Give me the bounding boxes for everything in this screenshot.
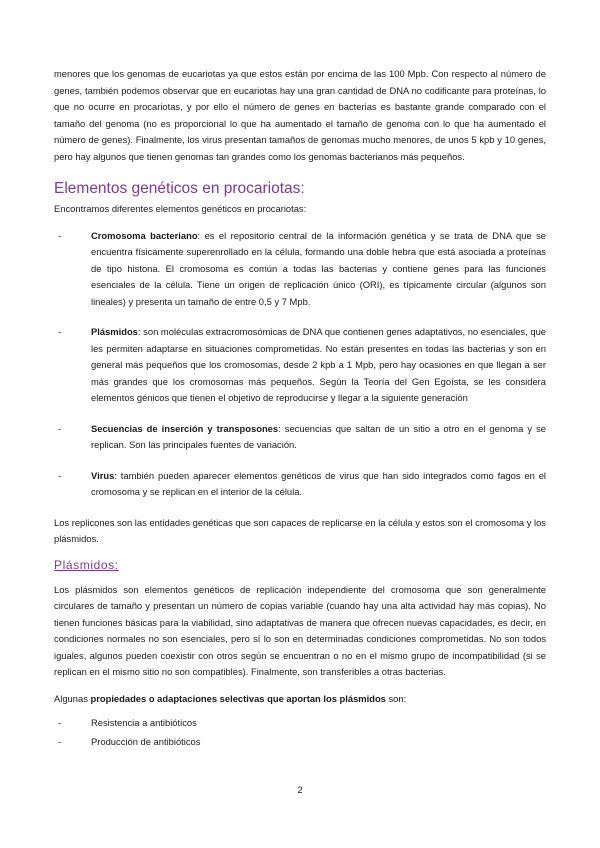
definition-chromosome: : es el repositorio central de la información genética y se trata de DNA que se encuentra físicamente superenrollado en la célula, formando una doble hebra que está asociada a proteínas de tipo histona. El cromosoma es común a todas las bacterias y contiene genes para las funciones esenciales de la célula. Tiene un origen de replicación único (ORI), es típicamente circular (algunos son lineales) y presenta un tamaño de entre 0,5 y 7 Mpb.	[91, 229, 546, 307]
definition-transposons: : secuencias que saltan de un sitio a otro en el genoma y se replican. Son las principales fuentes de variación.	[91, 422, 546, 450]
list-item	[54, 715, 546, 732]
plasmids-paragraph: Los plásmidos son elementos genéticos de replicación independiente del cromosoma que son generalmente circulares de tamaño y presentan un número de copias variable (cuando hay una alta actividad hay más copias). No tienen funciones básicas para la viabilidad, sino adaptativas de manera que ofrecen nuevas capacidades, es decir, en condiciones normales no son esenciales, pero sí lo son en determinadas condiciones comprometidas. No son todos iguales, algunos pueden coexistir con otros según se encuentran o no en el mismo grupo de incompatibilidad (si se replican en el mismo sitio no son compatibles). Finalmente, son transferibles a otras bacterias.	[54, 583, 546, 677]
properties-intro-bold: propiedades o adaptaciones selectivas que aportan los plásmidos	[90, 692, 386, 704]
dash-bullet: -	[58, 717, 62, 728]
definition-plasmids: : son moléculas extracromosómicas de DNA que contienen genes adaptativos, no esenciales, que les permiten adaptarse en situaciones comprometidas. No están presentes en todas las bacterias y son en general más pequeños que los cromosomas, desde 2 kpb a 1 Mpb, pero hay ocasiones en que llegan a ser más grandes que los cromosomas más pequeños. Según la Teoría del Gen Egoísta, se les considera elementos génicos que tienen el objetivo de reproducirse y llegar a la siguiente generación	[91, 326, 546, 403]
dash-bullet: -	[58, 229, 62, 241]
dash-bullet: -	[58, 326, 62, 337]
definition-virus: : también pueden aparecer elementos genéticos de virus que han sido integrados como fagos en el cromosoma y se replican en el interior de la célula.	[91, 469, 546, 497]
dash-bullet: -	[58, 422, 62, 434]
intro-paragraph: menores que los genomas de eucariotas ya que estos están por encima de las 100 Mpb. Con respecto al número de genes, también podemos observar que en eucariotas hay una gran cantidad de DNA no codificante para proteínas, lo que no ocurre en procariotas, y por ello el número de genes en bacterias es bastante grande comparado con el tamaño del genoma (no es proporcional lo que ha aumentado el tamaño de genoma con lo que ha aumentado el número de genes). Finalmente, los virus presentan tamaños de genomas mucho menores, de unos 5 kpb y 10 genes, pero hay algunos que tienen genomas tan grandes como los genomas bacterianos más pequeños.	[54, 68, 546, 162]
replicons-paragraph: Los replicones son las entidades genéticas que son capaces de replicarse en la célula y estos son el cromosoma y los plásmidos.	[54, 516, 546, 544]
properties-intro-before: Algunas	[54, 692, 91, 704]
dash-bullet: -	[58, 735, 62, 747]
plasmids-heading: Plásmidos:	[54, 557, 119, 572]
dash-bullet: -	[58, 469, 62, 481]
properties-list	[54, 715, 546, 750]
list-item	[54, 734, 546, 751]
list-item-plasmids	[54, 324, 546, 407]
properties-intro	[54, 691, 546, 708]
section-title: Elementos genéticos en procariotas:	[54, 180, 305, 197]
list-item-chromosome	[54, 228, 546, 311]
list-item-transposons	[54, 421, 546, 454]
list-item-virus	[54, 468, 546, 501]
properties-intro-after: son:	[385, 692, 407, 704]
page-content	[54, 66, 546, 760]
term-virus: Virus	[91, 469, 115, 481]
section-lead: Encontramos diferentes elementos genéticos en procariotas:	[54, 203, 307, 214]
term-transposons: Secuencias de inserción y transposones	[91, 422, 279, 434]
property-antibiotic-production: Producción de antibióticos	[91, 735, 201, 747]
term-plasmids: Plásmidos	[91, 326, 138, 337]
genetic-elements-list	[54, 228, 546, 501]
term-chromosome: Cromosoma bacteriano	[91, 229, 198, 241]
page-number: 2	[297, 784, 303, 795]
property-antibiotic-resistance: Resistencia a antibióticos	[91, 717, 197, 728]
